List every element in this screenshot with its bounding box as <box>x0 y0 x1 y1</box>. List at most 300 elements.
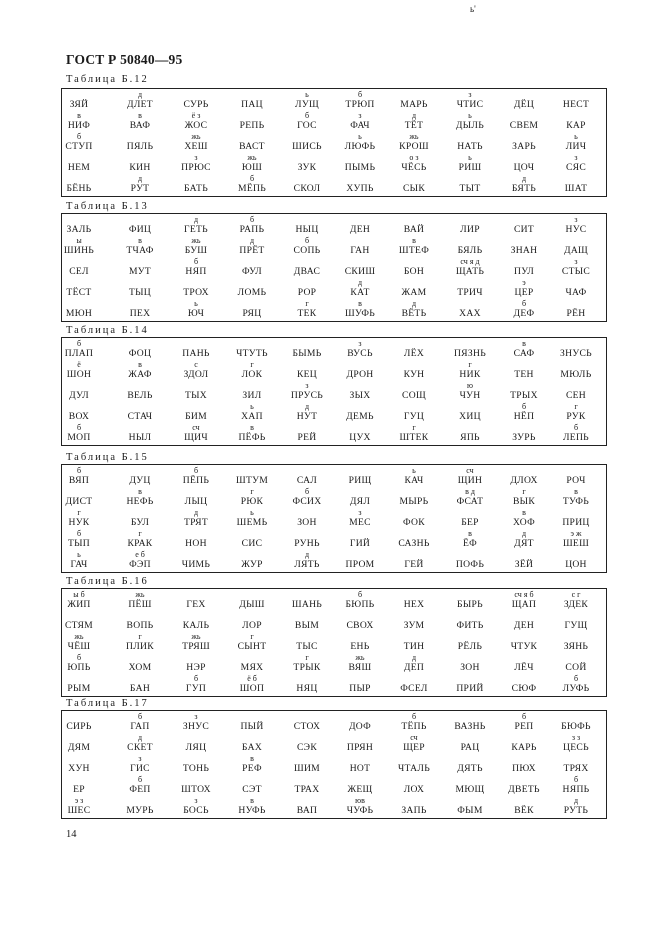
word: МУРЬ <box>126 805 154 816</box>
superscript-mark: д <box>573 796 579 805</box>
superscript-mark: жь <box>135 590 145 599</box>
word: ФСИХ <box>292 496 322 507</box>
table-cell <box>52 424 106 444</box>
superscript-mark: б <box>304 487 310 496</box>
table-cell <box>169 776 223 796</box>
corner-mark: ь' <box>470 4 476 14</box>
table-cell <box>549 633 603 653</box>
table-cell <box>497 175 551 195</box>
table-cell <box>443 591 497 611</box>
superscript-mark: г <box>468 360 472 369</box>
table-cell <box>52 551 106 571</box>
table-cell <box>113 797 167 817</box>
word: ТЫХ <box>184 390 208 401</box>
table-cell <box>549 509 603 529</box>
word: ШЕС <box>67 805 91 816</box>
table-cell <box>443 776 497 796</box>
word-table <box>61 710 607 819</box>
word: ДЁЦ <box>513 99 535 110</box>
table-cell <box>387 734 441 754</box>
table-row <box>62 654 606 674</box>
table-cell <box>333 654 387 674</box>
word: САФ <box>513 348 535 359</box>
word: ВЯШ <box>348 662 372 673</box>
table-cell <box>387 551 441 571</box>
superscript-mark: б <box>573 775 579 784</box>
superscript-mark: б <box>76 423 82 432</box>
word: ВУСЬ <box>347 348 373 359</box>
word: ФУЛ <box>242 266 262 277</box>
word: СВЕМ <box>509 120 539 131</box>
word: БИМ <box>185 411 207 422</box>
table-cell <box>280 509 334 529</box>
table-cell <box>225 488 279 508</box>
superscript-mark: в <box>358 299 362 308</box>
table-cell <box>52 654 106 674</box>
table-cell <box>549 112 603 132</box>
table-cell <box>113 654 167 674</box>
word: ТЫЦ <box>128 287 152 298</box>
word: ПЯЛЬ <box>126 141 154 152</box>
superscript-mark: б <box>249 215 255 224</box>
table-cell <box>549 424 603 444</box>
word: РИЩ <box>348 475 372 486</box>
table-cell <box>225 551 279 571</box>
table-cell <box>497 216 551 236</box>
table-cell <box>52 633 106 653</box>
table-cell <box>497 382 551 402</box>
table-cell <box>52 133 106 153</box>
superscript-mark: б <box>249 174 255 183</box>
table-cell <box>333 279 387 299</box>
word: ТЧАФ <box>126 245 154 256</box>
table-cell <box>387 776 441 796</box>
table-cell <box>280 112 334 132</box>
word: ЗАРЬ <box>512 141 536 152</box>
table-cell <box>52 797 106 817</box>
word: НЁП <box>513 411 535 422</box>
word: СТАЧ <box>127 411 153 422</box>
word: БУЛ <box>130 517 150 528</box>
table-cell <box>443 237 497 257</box>
word: ЗИЛ <box>242 390 262 401</box>
word: РУК <box>566 411 586 422</box>
word: МЁПЬ <box>237 183 267 194</box>
table-cell <box>52 713 106 733</box>
table-cell <box>169 734 223 754</box>
table-cell <box>169 467 223 487</box>
table-cell <box>280 133 334 153</box>
table-cell <box>169 237 223 257</box>
word: ГЕХ <box>186 599 206 610</box>
word: ВАП <box>296 805 318 816</box>
word: ПЫР <box>349 683 371 694</box>
table-cell <box>443 734 497 754</box>
word: КАЛЬ <box>182 620 210 631</box>
table-cell <box>113 279 167 299</box>
word: ТРЫК <box>293 662 321 673</box>
table-cell <box>169 133 223 153</box>
superscript-mark: б <box>304 111 310 120</box>
table-cell <box>387 300 441 320</box>
word: СОЩ <box>402 390 426 401</box>
word: ЦЕСЬ <box>563 742 589 753</box>
word: НОТ <box>349 763 371 774</box>
table-cell <box>169 112 223 132</box>
table-cell <box>113 237 167 257</box>
word: СИТ <box>513 224 535 235</box>
word: РЕЙ <box>297 432 317 443</box>
word: ЩАТЬ <box>455 266 485 277</box>
word: ДУЦ <box>129 475 151 486</box>
table-cell <box>169 755 223 775</box>
word: ШАТ <box>564 183 588 194</box>
table-cell <box>280 488 334 508</box>
table-cell <box>225 509 279 529</box>
page-header: ГОСТ Р 50840—95 <box>66 52 183 67</box>
table-cell <box>387 755 441 775</box>
table-cell <box>549 713 603 733</box>
word: ПАЦ <box>241 99 263 110</box>
table-cell <box>113 133 167 153</box>
superscript-mark: б <box>76 339 82 348</box>
word: ШИСЬ <box>292 141 322 152</box>
table-cell <box>169 340 223 360</box>
superscript-mark: з <box>468 90 472 99</box>
word: МОП <box>67 432 91 443</box>
table-cell <box>443 755 497 775</box>
table-row <box>62 300 606 320</box>
word: ЖУР <box>241 559 263 570</box>
word: РЕП <box>514 721 534 732</box>
superscript-mark: ю <box>467 381 473 390</box>
table-cell <box>333 612 387 632</box>
table-cell <box>497 591 551 611</box>
table-cell <box>549 675 603 695</box>
superscript-mark: о з <box>409 153 419 162</box>
table-cell <box>333 776 387 796</box>
table-cell <box>52 734 106 754</box>
word: ВАЙ <box>403 224 425 235</box>
table-cell <box>280 216 334 236</box>
table-cell <box>169 713 223 733</box>
table-cell <box>443 361 497 381</box>
superscript-mark: ь <box>468 111 472 120</box>
table-cell <box>497 551 551 571</box>
word: ЦЕР <box>514 287 534 298</box>
word: ЗУРЬ <box>512 432 536 443</box>
superscript-mark: жь <box>355 653 365 662</box>
table-caption: Таблица Б.14 <box>66 325 149 336</box>
superscript-mark: б <box>304 236 310 245</box>
word: КИН <box>129 162 151 173</box>
superscript-mark: ь <box>250 402 254 411</box>
table-cell <box>280 551 334 571</box>
table-cell <box>169 424 223 444</box>
table-cell <box>113 424 167 444</box>
table-row <box>62 713 606 733</box>
superscript-mark: сч <box>192 423 200 432</box>
word: ГАП <box>130 721 150 732</box>
word: СУРЬ <box>183 99 209 110</box>
table-cell <box>113 612 167 632</box>
word: ДЕП <box>403 662 425 673</box>
superscript-mark: з <box>138 754 142 763</box>
superscript-mark: д <box>411 653 417 662</box>
table-cell <box>169 361 223 381</box>
word: ХАХ <box>459 308 481 319</box>
table-cell <box>443 424 497 444</box>
word: ПУЛ <box>513 266 535 277</box>
word: ЩИЧ <box>184 432 208 443</box>
word: ШЕМЬ <box>236 517 268 528</box>
word: САЛ <box>296 475 318 486</box>
table-row <box>62 340 606 360</box>
word: ЛЯЦ <box>185 742 207 753</box>
word: БОН <box>403 266 425 277</box>
superscript-mark: ь <box>358 132 362 141</box>
table-cell <box>52 258 106 278</box>
word: ЗНУС <box>182 721 210 732</box>
word: МЮН <box>65 308 93 319</box>
superscript-mark: жь <box>247 153 257 162</box>
word: ДВЕТЬ <box>508 784 540 795</box>
table-cell <box>549 755 603 775</box>
superscript-mark: ё з <box>191 111 201 120</box>
word: ПЫЙ <box>240 721 264 732</box>
table-cell <box>549 340 603 360</box>
table-cell <box>497 154 551 174</box>
word: ЛЁХ <box>403 348 425 359</box>
word: ТРОХ <box>183 287 209 298</box>
superscript-mark: з <box>194 712 198 721</box>
word: ГОС <box>297 120 317 131</box>
table-row <box>62 467 606 487</box>
superscript-mark: б <box>521 299 527 308</box>
table-cell <box>387 175 441 195</box>
superscript-mark: г <box>250 487 254 496</box>
table-cell <box>280 279 334 299</box>
word: ПРИЙ <box>456 683 484 694</box>
table-cell <box>169 91 223 111</box>
word: РАЦ <box>460 742 480 753</box>
table-cell <box>52 675 106 695</box>
word: МЫРЬ <box>399 496 429 507</box>
superscript-mark: ь <box>468 153 472 162</box>
word: ТРАХ <box>294 784 320 795</box>
superscript-mark: б <box>357 590 363 599</box>
word: ЧТУК <box>510 641 538 652</box>
word: ШТОХ <box>181 784 211 795</box>
superscript-mark: д <box>521 529 527 538</box>
word: ШОП <box>239 683 265 694</box>
table-cell <box>387 530 441 550</box>
superscript-mark: г <box>138 529 142 538</box>
word: ЖИП <box>67 599 91 610</box>
table-cell <box>443 175 497 195</box>
table-row <box>62 403 606 423</box>
table-cell <box>333 154 387 174</box>
table-cell <box>113 633 167 653</box>
superscript-mark: д <box>193 215 199 224</box>
superscript-mark: д <box>137 90 143 99</box>
word: ГИЙ <box>349 538 371 549</box>
word: ХАП <box>241 411 263 422</box>
table-cell <box>443 403 497 423</box>
word: ЗЫХ <box>349 390 371 401</box>
table-cell <box>225 734 279 754</box>
word: СИС <box>241 538 263 549</box>
word: ЛОК <box>241 369 263 380</box>
word: ПЁШ <box>128 599 152 610</box>
table-cell <box>549 361 603 381</box>
table-cell <box>333 713 387 733</box>
table-cell <box>333 216 387 236</box>
table-cell <box>280 424 334 444</box>
word: БЮПЬ <box>345 599 375 610</box>
word: РИШ <box>458 162 482 173</box>
word: СОЙ <box>565 662 587 673</box>
table-row <box>62 133 606 153</box>
word: ТЁПЬ <box>401 721 427 732</box>
word: ФСАТ <box>456 496 484 507</box>
table-cell <box>443 133 497 153</box>
word: ПЁПЬ <box>182 475 210 486</box>
superscript-mark: г <box>250 632 254 641</box>
word: ЖОС <box>184 120 208 131</box>
table-cell <box>387 279 441 299</box>
table-cell <box>333 340 387 360</box>
superscript-mark: б <box>411 712 417 721</box>
word: ХИЦ <box>459 411 481 422</box>
superscript-mark: ё б <box>247 674 257 683</box>
word: МЮЛЬ <box>560 369 592 380</box>
word: КАР <box>566 120 586 131</box>
table-row <box>62 279 606 299</box>
superscript-mark: б <box>193 674 199 683</box>
word: КРОШ <box>399 141 429 152</box>
superscript-mark: д <box>521 174 527 183</box>
table-cell <box>169 509 223 529</box>
word: РОР <box>297 287 317 298</box>
table-cell <box>169 279 223 299</box>
table-cell <box>549 279 603 299</box>
table-cell <box>113 675 167 695</box>
table-cell <box>443 382 497 402</box>
superscript-mark: з <box>574 257 578 266</box>
table-cell <box>443 112 497 132</box>
word: ВЫК <box>512 496 536 507</box>
word: ЛОХ <box>403 784 425 795</box>
table-cell <box>497 361 551 381</box>
table-cell <box>387 509 441 529</box>
table-cell <box>52 403 106 423</box>
word: ЧТИС <box>456 99 484 110</box>
table-cell <box>280 591 334 611</box>
table-cell <box>113 112 167 132</box>
table-cell <box>169 797 223 817</box>
table-cell <box>497 403 551 423</box>
table-cell <box>333 797 387 817</box>
superscript-mark: г <box>250 360 254 369</box>
word: ШОН <box>66 369 92 380</box>
table-cell <box>497 734 551 754</box>
table-cell <box>280 340 334 360</box>
superscript-mark: е б <box>135 550 145 559</box>
word-table <box>61 337 607 446</box>
word: СЫК <box>402 183 426 194</box>
superscript-mark: д <box>357 278 363 287</box>
word: ТЫС <box>296 641 318 652</box>
word: ДЯЛ <box>349 496 371 507</box>
table-caption: Таблица Б.16 <box>66 576 149 587</box>
table-row <box>62 797 606 817</box>
word: ДВАС <box>293 266 321 277</box>
word: РЫМ <box>67 683 91 694</box>
table-cell <box>52 612 106 632</box>
table-cell <box>549 300 603 320</box>
word: ВАФ <box>129 120 151 131</box>
table-row <box>62 112 606 132</box>
superscript-mark: г <box>138 632 142 641</box>
word: РУТЬ <box>563 805 589 816</box>
table-cell <box>113 175 167 195</box>
word: ДЛЕТ <box>127 99 153 110</box>
table-cell <box>333 633 387 653</box>
superscript-mark: в <box>250 754 254 763</box>
word: ГАН <box>350 245 370 256</box>
word: НЯЦ <box>296 683 318 694</box>
word: ДУЛ <box>69 390 89 401</box>
table-cell <box>280 633 334 653</box>
superscript-mark: в <box>574 487 578 496</box>
table-cell <box>225 403 279 423</box>
superscript-mark: д <box>304 402 310 411</box>
word: СЭТ <box>242 784 262 795</box>
superscript-mark: в <box>77 111 81 120</box>
table-cell <box>443 340 497 360</box>
superscript-mark: б <box>573 423 579 432</box>
superscript-mark: э ж <box>570 529 582 538</box>
superscript-mark: сч я д <box>460 257 480 266</box>
superscript-mark: г <box>574 402 578 411</box>
table-cell <box>443 300 497 320</box>
word: СТУП <box>65 141 93 152</box>
word: НУФЬ <box>238 805 266 816</box>
table-cell <box>52 154 106 174</box>
table-cell <box>333 300 387 320</box>
word: ЛЮФЬ <box>344 141 376 152</box>
table-cell <box>549 488 603 508</box>
superscript-mark: д <box>137 733 143 742</box>
word: ЛЫЦ <box>184 496 208 507</box>
word: ЛУЩ <box>295 99 319 110</box>
word: ЩЕР <box>403 742 425 753</box>
word: СВОХ <box>346 620 374 631</box>
word: СЕН <box>565 390 587 401</box>
table-row <box>62 216 606 236</box>
word: РУНЬ <box>294 538 320 549</box>
word: РЮК <box>240 496 264 507</box>
word: ВОПЬ <box>126 620 154 631</box>
superscript-mark: д <box>304 550 310 559</box>
table-cell <box>387 216 441 236</box>
word: МЯХ <box>240 662 264 673</box>
word: ЮЧ <box>187 308 205 319</box>
word: ТЫТ <box>459 183 481 194</box>
superscript-mark: д <box>411 111 417 120</box>
table-cell <box>280 675 334 695</box>
